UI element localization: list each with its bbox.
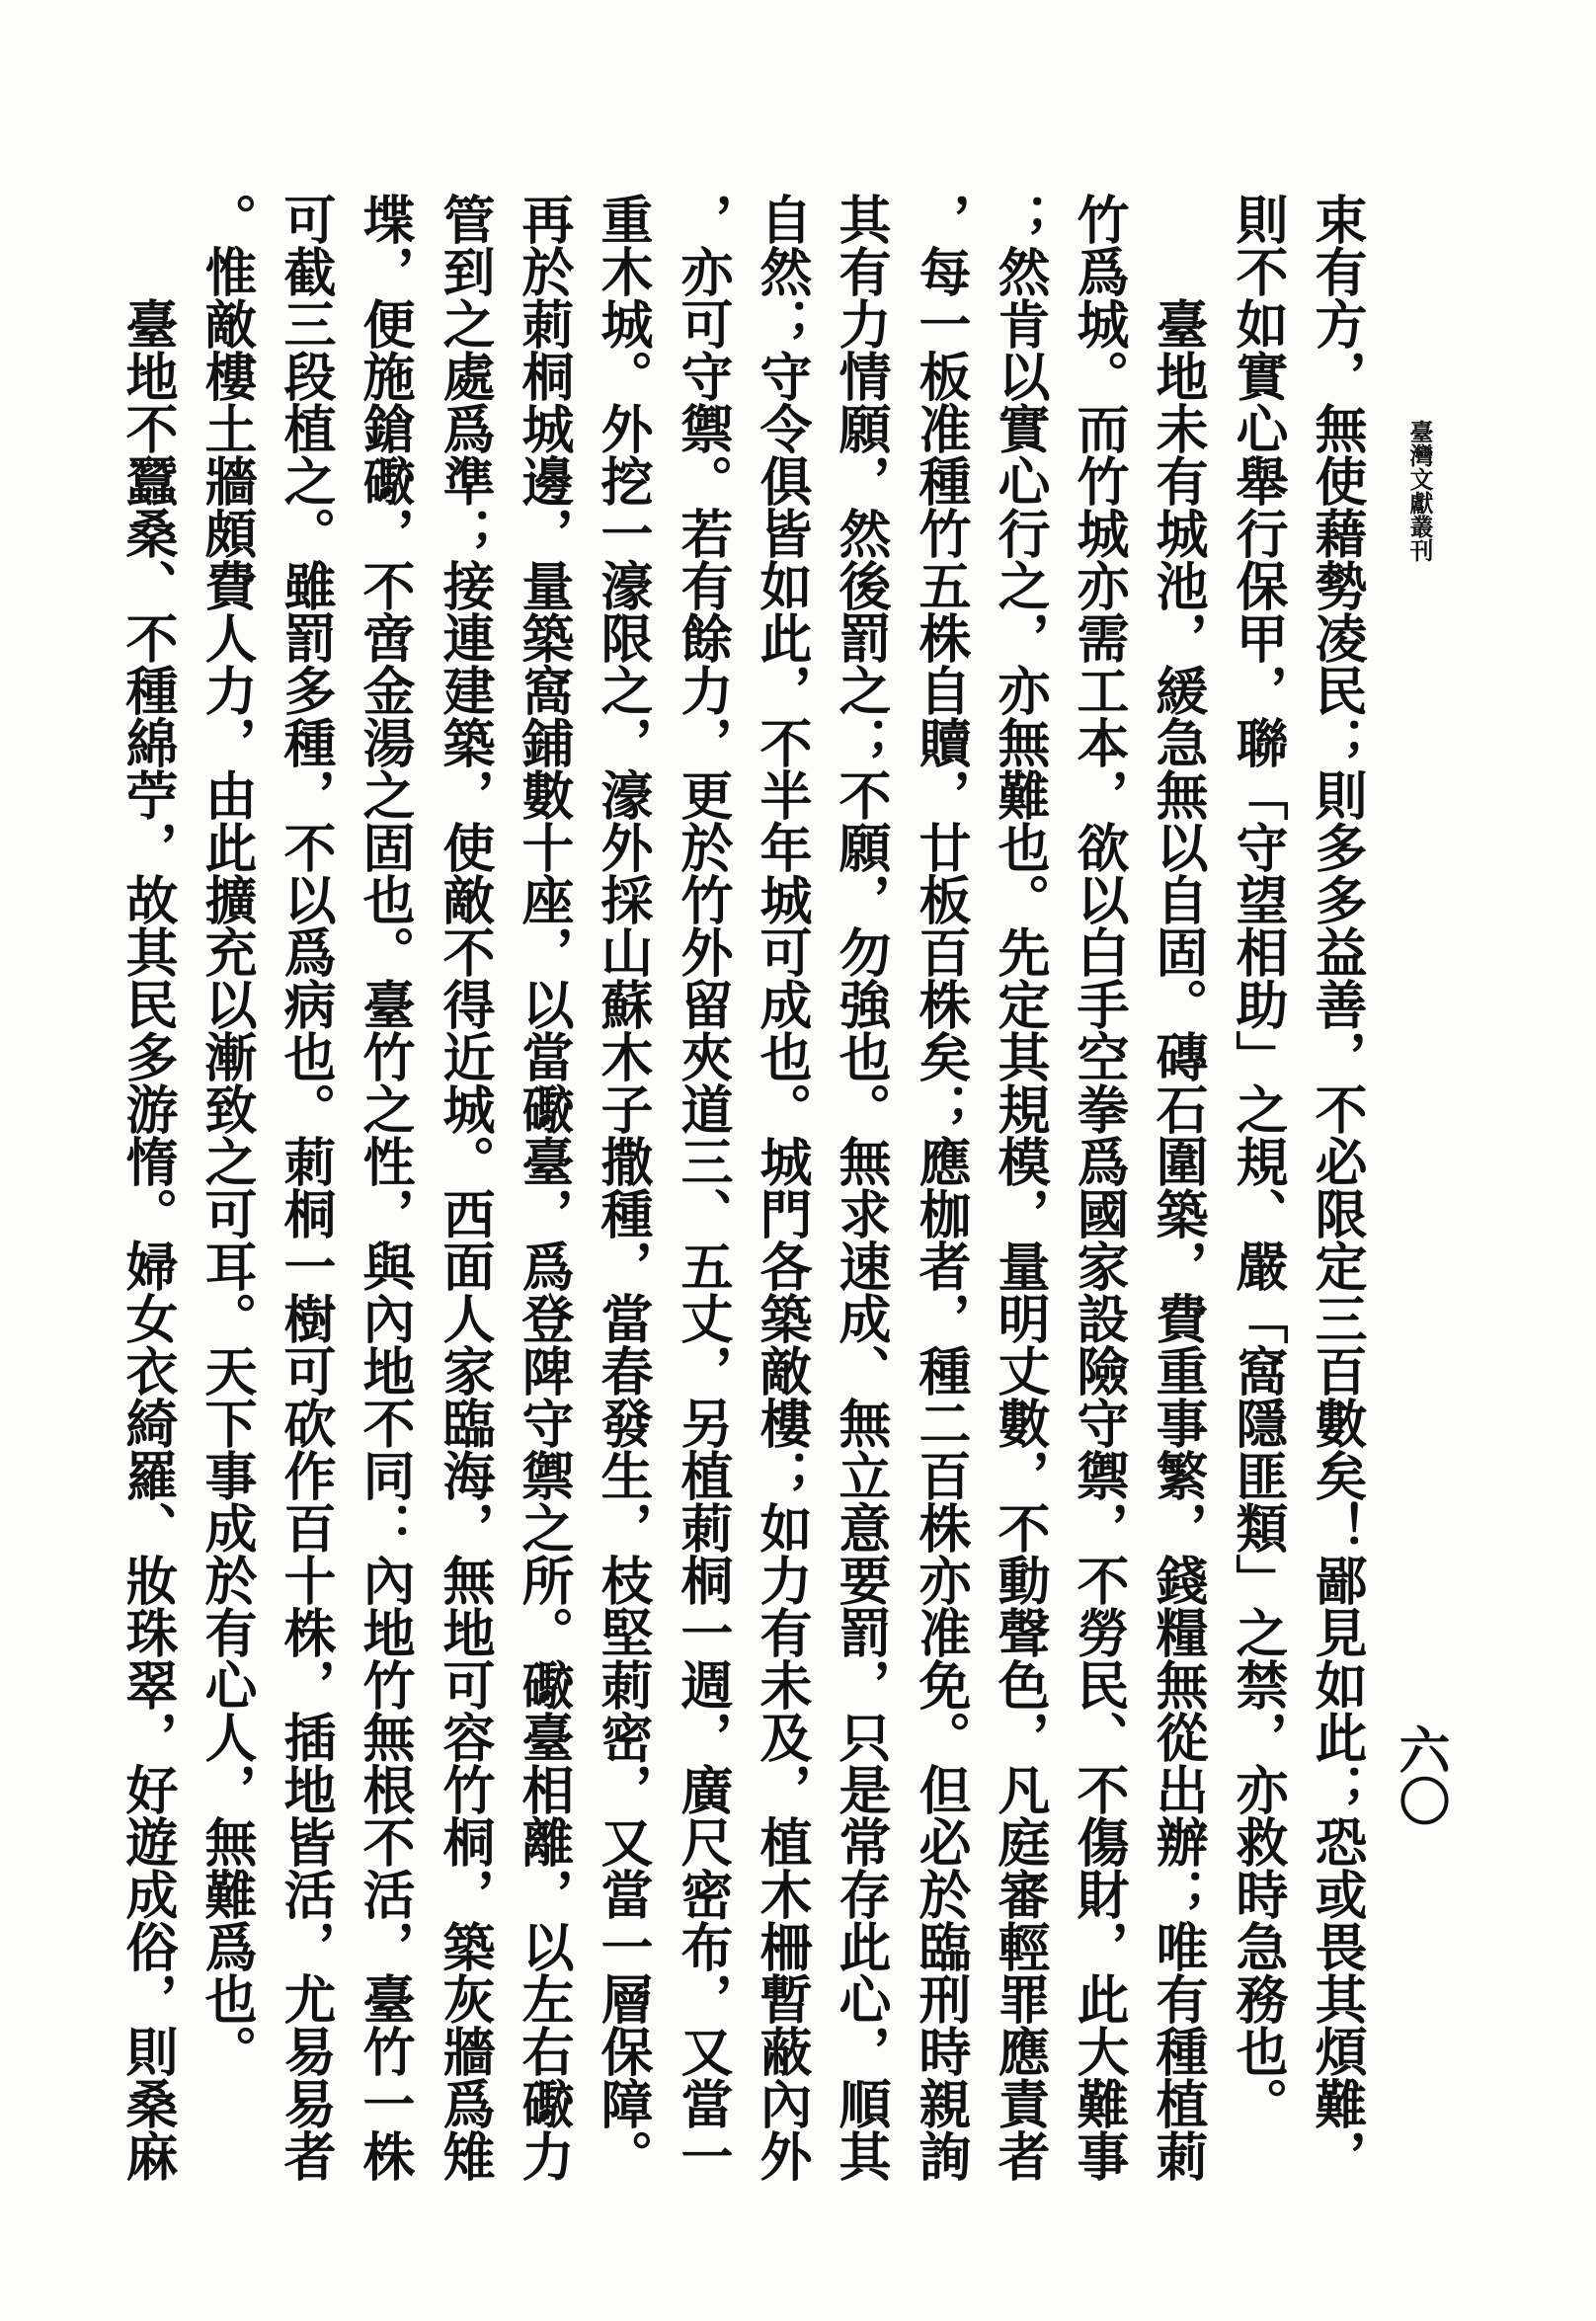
text-column: ，亦可守禦。若有餘力，更於竹外留夾道三、五丈，另植莿桐一週，廣尺密布，又當一 bbox=[673, 193, 734, 2182]
text-column: 則不如實心舉行保甲，聯「守望相助」之規、嚴「窩隱匪類」之禁，亦救時急務也。 bbox=[1228, 193, 1289, 2129]
text-column: 其有力情願，然後罰之；不願，勿強也。無求速成、無立意要罰，只是常存此心，順其 bbox=[831, 193, 892, 2182]
text-column: 。惟敵樓土牆頗費人力，由此擴充以漸致之可耳。天下事成於有心人，無難爲也。 bbox=[197, 193, 258, 2077]
text-column: 再於莿桐城邊，量築窩鋪數十座，以當礮臺，爲登陴守禦之所。礮臺相離，以左右礮力 bbox=[514, 193, 575, 2182]
text-column: 臺地未有城池，緩急無以自固。磚石圍築，費重事繁，錢糧無從出辦；唯有種植莿 bbox=[1148, 297, 1209, 2182]
page-number: 六〇 bbox=[1390, 1723, 1450, 1826]
text-column: 自然；守令俱皆如此，不半年城可成也。城門各築敵樓；如力有未及，植木柵暫蔽內外 bbox=[752, 193, 813, 2182]
text-column: 堞，便施鎗礮，不啻金湯之固也。臺竹之性，與內地不同：內地竹無根不活，臺竹一株 bbox=[355, 193, 416, 2182]
text-column: 臺地不蠶桑、不種綿苧，故其民多游惰。婦女衣綺羅、妝珠翠，好遊成俗，則桑麻 bbox=[118, 297, 179, 2182]
series-title: 臺灣文獻叢刊 bbox=[1405, 420, 1434, 562]
text-column: 重木城。外挖一濠限之，濠外採山蘇木子撒種，當春發生，枝堅莿密，又當一層保障。 bbox=[593, 193, 654, 2182]
text-column: 束有方，無使藉勢凌民；則多多益善，不必限定三百數矣！鄙見如此；恐或畏其煩難， bbox=[1307, 193, 1368, 2182]
text-column: 管到之處爲準；接連建築，使敵不得近城。西面人家臨海，無地可容竹桐，築灰牆爲雉 bbox=[435, 193, 496, 2182]
text-column: 竹爲城。而竹城亦需工本，欲以白手空拳爲國家設險守禦，不勞民、不傷財，此大難事 bbox=[1069, 193, 1130, 2182]
text-column: ，每一板准種竹五株自贖，廿板百株矣；應枷者，種二百株亦准免。但必於臨刑時親詢 bbox=[911, 193, 972, 2182]
text-column: ；然肯以實心行之，亦無難也。先定其規模，量明丈數，不動聲色，凡庭審輕罪應責者 bbox=[990, 193, 1051, 2182]
text-column: 可截三段植之。雖罰多種，不以爲病也。莿桐一樹可砍作百十株，插地皆活，尤易易者 bbox=[276, 193, 337, 2182]
